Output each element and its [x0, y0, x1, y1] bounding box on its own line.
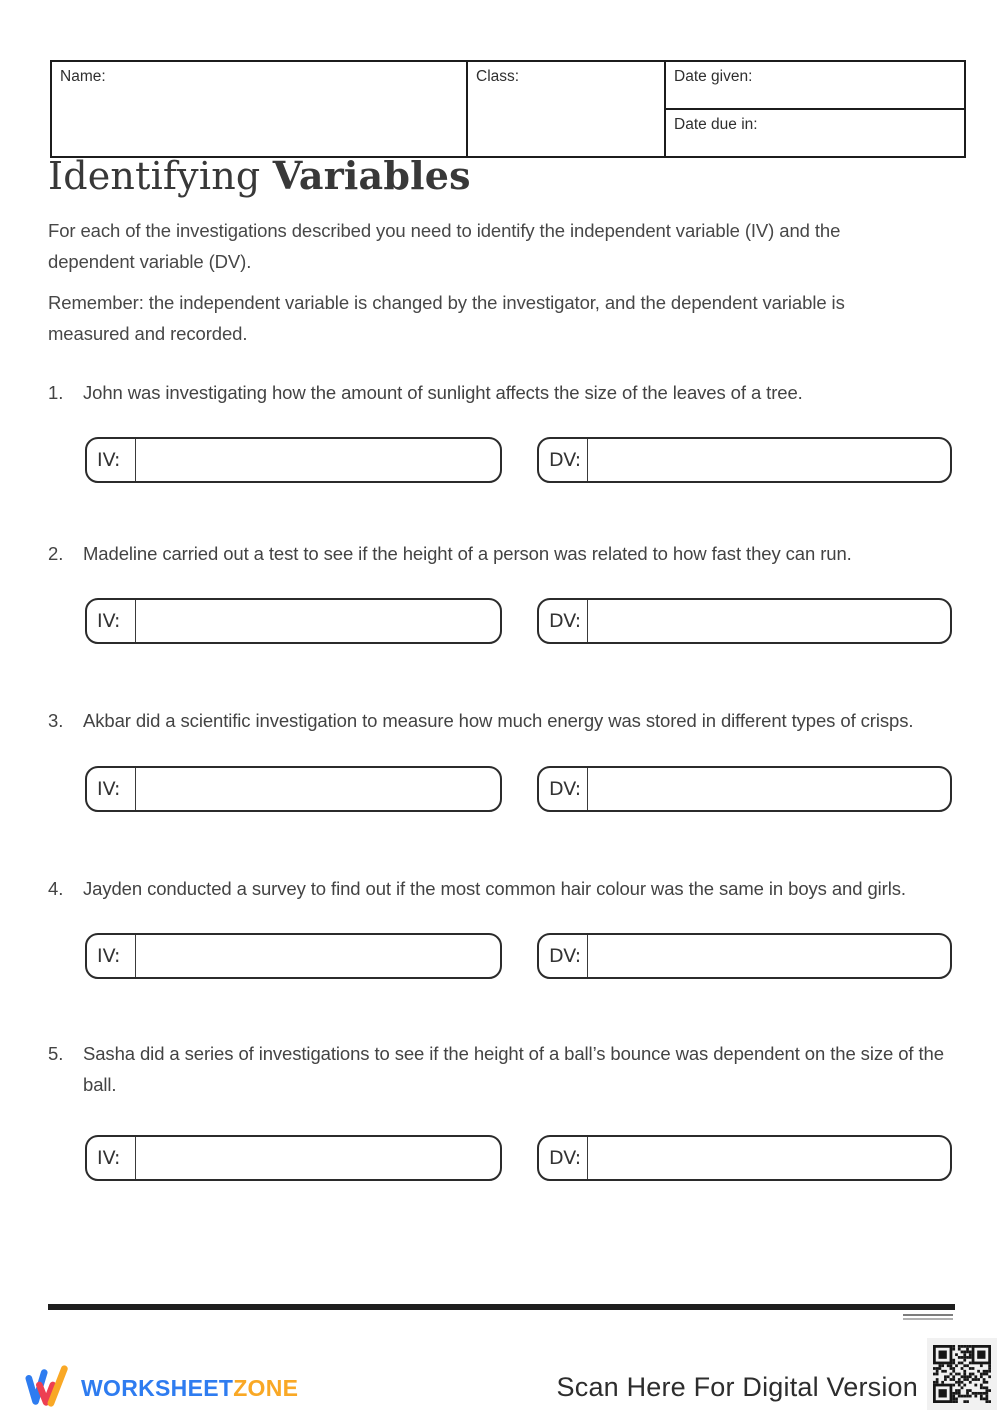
- question-2-text: Madeline carried out a test to see if the height of a person was related to how fast they can run.: [83, 543, 852, 564]
- class-field[interactable]: [467, 61, 665, 157]
- question-5-number: 5.: [48, 1043, 64, 1064]
- q4-iv-label: IV:: [87, 935, 136, 977]
- q2-iv-box: [85, 598, 502, 644]
- q1-dv-label: DV:: [539, 439, 588, 481]
- worksheetzone-logo-text: [81, 1375, 298, 1402]
- qr-code: [927, 1338, 997, 1410]
- q2-dv-label: DV:: [539, 600, 588, 642]
- q2-iv-input[interactable]: [136, 600, 500, 642]
- date-due-label: Date due in:: [674, 116, 758, 133]
- worksheetzone-logo: [25, 1362, 298, 1414]
- q5-dv-label: DV:: [539, 1137, 588, 1179]
- q2-dv-input[interactable]: [588, 600, 950, 642]
- question-2: [48, 538, 945, 569]
- q5-dv-input[interactable]: [588, 1137, 950, 1179]
- q5-iv-input[interactable]: [136, 1137, 500, 1179]
- question-1-number: 1.: [48, 382, 64, 403]
- question-1-text: John was investigating how the amount of sunlight affects the size of the leaves of a tree.: [83, 382, 803, 403]
- q3-iv-input[interactable]: [136, 768, 500, 810]
- q2-iv-label: IV:: [87, 600, 136, 642]
- q4-iv-input[interactable]: [136, 935, 500, 977]
- intro-paragraph-1: For each of the investigations described you need to identify the independent variable (IV) and the dependent variable (DV).: [48, 220, 841, 272]
- date-given-field[interactable]: [665, 61, 965, 109]
- question-3-text: Akbar did a scientific investigation to measure how much energy was stored in different types of crisps.: [83, 710, 914, 731]
- q3-iv-label: IV:: [87, 768, 136, 810]
- q4-dv-box: [537, 933, 952, 979]
- q4-dv-label: DV:: [539, 935, 588, 977]
- brand-zone: ZONE: [233, 1375, 299, 1401]
- class-label: Class:: [476, 68, 520, 85]
- q3-dv-label: DV:: [539, 768, 588, 810]
- footer-divider-accent-1: [903, 1314, 953, 1316]
- q1-iv-box: [85, 437, 502, 483]
- question-5-text: Sasha did a series of investigations to see if the height of a ball’s bounce was dependent on the size of the ball.: [83, 1043, 944, 1095]
- q5-dv-box: [537, 1135, 952, 1181]
- q5-iv-box: [85, 1135, 502, 1181]
- q1-dv-input[interactable]: [588, 439, 950, 481]
- footer-divider: [48, 1304, 955, 1310]
- q1-iv-input[interactable]: [136, 439, 500, 481]
- page-title: [48, 153, 471, 198]
- q4-dv-input[interactable]: [588, 935, 950, 977]
- scan-here-text: Scan Here For Digital Version: [556, 1372, 918, 1402]
- page-title-regular: Identifying: [48, 154, 273, 198]
- question-1: [48, 377, 945, 408]
- name-label: Name:: [60, 68, 106, 85]
- q1-iv-label: IV:: [87, 439, 136, 481]
- q1-dv-box: [537, 437, 952, 483]
- q2-dv-box: [537, 598, 952, 644]
- footer-divider-accent-2: [903, 1318, 953, 1320]
- question-2-number: 2.: [48, 543, 64, 564]
- question-3: [48, 705, 945, 736]
- page-title-bold: Variables: [272, 153, 471, 198]
- question-5: [48, 1038, 945, 1100]
- q3-dv-input[interactable]: [588, 768, 950, 810]
- question-4-number: 4.: [48, 878, 64, 899]
- q5-iv-label: IV:: [87, 1137, 136, 1179]
- brand-worksheet: WORKSHEET: [81, 1375, 234, 1401]
- question-4-text: Jayden conducted a survey to find out if the most common hair colour was the same in boys and girls.: [83, 878, 906, 899]
- name-field[interactable]: [51, 61, 467, 157]
- q4-iv-box: [85, 933, 502, 979]
- intro-paragraph-2: Remember: the independent variable is changed by the investigator, and the dependent variable is measured and recorded.: [48, 292, 845, 344]
- q3-iv-box: [85, 766, 502, 812]
- question-4: [48, 873, 945, 904]
- header-table: [50, 60, 966, 158]
- question-3-number: 3.: [48, 710, 64, 731]
- date-given-label: Date given:: [674, 68, 753, 85]
- date-due-field[interactable]: [665, 109, 965, 157]
- q3-dv-box: [537, 766, 952, 812]
- worksheetzone-logo-icon: [25, 1362, 73, 1414]
